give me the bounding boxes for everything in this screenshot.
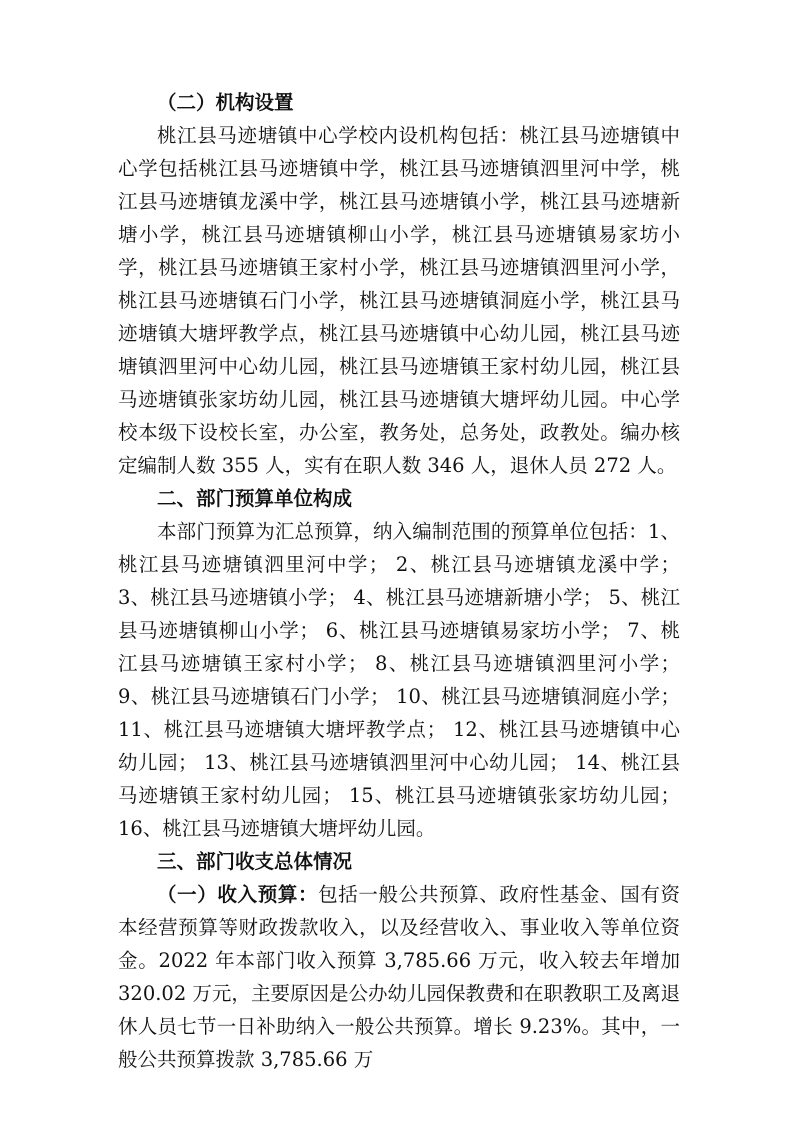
section-heading-institution-setup: （二）机构设置 <box>157 91 294 114</box>
section-heading-budget-units: 二、部门预算单位构成 <box>157 487 353 510</box>
paragraph-budget-units: 本部门预算为汇总预算，纳入编制范围的预算单位包括：1、桃江县马迹塘镇泗里河中学； 2、桃江县马迹塘镇龙溪中学； 3、桃江县马迹塘镇小学； 4、桃江县马迹塘新塘小学； 5、桃江县马迹塘镇柳山小学； 6、桃江县马迹塘镇易家坊小学； 7、桃江县马迹塘镇王家村小学； 8、桃江县马迹塘镇泗里河小学； 9、桃江县马迹塘镇石门小学； 10、桃江县马迹塘镇洞庭小学； 11、桃江县马迹塘镇大塘坪教学点； 12、桃江县马迹塘镇中心幼儿园； 13、桃江县马迹塘镇泗里河中心幼儿园； 14、桃江县马迹塘镇王家村幼儿园； 15、桃江县马迹塘镇张家坊幼儿园； 16、桃江县马迹塘镇大塘坪幼儿园。 <box>118 520 680 840</box>
paragraph-institution-setup: 桃江县马迹塘镇中心学校内设机构包括：桃江县马迹塘镇中心学包括桃江县马迹塘镇中学，桃江县马迹塘镇泗里河中学，桃江县马迹塘镇龙溪中学，桃江县马迹塘镇小学，桃江县马迹塘新塘小学，桃江县马迹塘镇柳山小学，桃江县马迹塘镇易家坊小学，桃江县马迹塘镇王家村小学，桃江县马迹塘镇泗里河小学，桃江县马迹塘镇石门小学，桃江县马迹塘镇洞庭小学，桃江县马迹塘镇大塘坪教学点，桃江县马迹塘镇中心幼儿园，桃江县马迹塘镇泗里河中心幼儿园，桃江县马迹塘镇王家村幼儿园，桃江县马迹塘镇张家坊幼儿园，桃江县马迹塘镇大塘坪幼儿园。中心学校本级下设校长室，办公室，教务处，总务处，政教处。编办核定编制人数 355 人，实有在职人数 346 人，退休人员 272 人。 <box>118 124 680 477</box>
section-heading-revenue-expenditure: 三、部门收支总体情况 <box>157 850 353 873</box>
document-page <box>118 86 680 1076</box>
paragraph-revenue-budget <box>118 878 680 1076</box>
revenue-budget-text: 包括一般公共预算、政府性基金、国有资本经营预算等财政拨款收入，以及经营收入、事业收入等单位资金。2022 年本部门收入预算 3,785.66 万元，收入较去年增加 320.02 万元，主要原因是公办幼儿园保教费和在职教职工及离退休人员七节一日补助纳入一般公共预算。增长 9.23%。其中，一般公共预算拨款 3,785.66 万 <box>118 883 680 1071</box>
revenue-budget-label: （一）收入预算： <box>157 883 319 906</box>
